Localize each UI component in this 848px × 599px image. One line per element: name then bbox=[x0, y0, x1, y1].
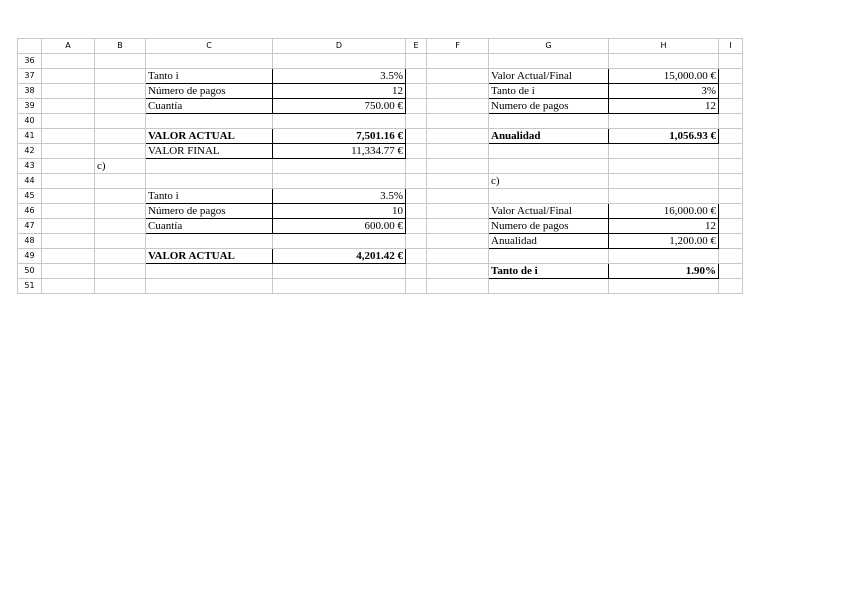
cell-a50[interactable] bbox=[42, 264, 95, 279]
cell-e42[interactable] bbox=[406, 144, 427, 159]
cell-h49[interactable] bbox=[609, 249, 719, 264]
cell-b48[interactable] bbox=[95, 234, 146, 249]
cell-c42[interactable]: VALOR FINAL bbox=[146, 144, 273, 159]
cell-f46[interactable] bbox=[427, 204, 489, 219]
cell-h36[interactable] bbox=[609, 54, 719, 69]
cell-a45[interactable] bbox=[42, 189, 95, 204]
cell-a41[interactable] bbox=[42, 129, 95, 144]
cell-c47[interactable]: Cuantía bbox=[146, 219, 273, 234]
row-header-49[interactable]: 49 bbox=[18, 249, 42, 264]
cell-i44[interactable] bbox=[719, 174, 743, 189]
cell-a47[interactable] bbox=[42, 219, 95, 234]
row-header-45[interactable]: 45 bbox=[18, 189, 42, 204]
cell-c38[interactable]: Número de pagos bbox=[146, 84, 273, 99]
cell-c37[interactable]: Tanto i bbox=[146, 69, 273, 84]
cell-i48[interactable] bbox=[719, 234, 743, 249]
cell-i38[interactable] bbox=[719, 84, 743, 99]
cell-f36[interactable] bbox=[427, 54, 489, 69]
cell-b50[interactable] bbox=[95, 264, 146, 279]
cell-b42[interactable] bbox=[95, 144, 146, 159]
corner-cell[interactable] bbox=[18, 39, 42, 54]
row-header-44[interactable]: 44 bbox=[18, 174, 42, 189]
sheet-row-50 bbox=[18, 264, 743, 279]
cell-i49[interactable] bbox=[719, 249, 743, 264]
cell-f38[interactable] bbox=[427, 84, 489, 99]
sheet-row-37 bbox=[18, 69, 743, 84]
cell-b39[interactable] bbox=[95, 99, 146, 114]
row-header-37[interactable]: 37 bbox=[18, 69, 42, 84]
row-header-36[interactable]: 36 bbox=[18, 54, 42, 69]
cell-e39[interactable] bbox=[406, 99, 427, 114]
cell-d42[interactable]: 11,334.77 € bbox=[273, 144, 406, 159]
cell-e50[interactable] bbox=[406, 264, 427, 279]
cell-h44[interactable] bbox=[609, 174, 719, 189]
row-header-47[interactable]: 47 bbox=[18, 219, 42, 234]
sheet-row-46 bbox=[18, 204, 743, 219]
cell-h37[interactable]: 15,000.00 € bbox=[609, 69, 719, 84]
column-header-i[interactable]: I bbox=[719, 39, 743, 54]
cell-c39[interactable]: Cuantía bbox=[146, 99, 273, 114]
cell-h38[interactable]: 3% bbox=[609, 84, 719, 99]
cell-b38[interactable] bbox=[95, 84, 146, 99]
cell-e45[interactable] bbox=[406, 189, 427, 204]
cell-g37[interactable]: Valor Actual/Final bbox=[489, 69, 609, 84]
cell-b43[interactable]: c) bbox=[95, 159, 146, 174]
cell-d41[interactable]: 7,501.16 € bbox=[273, 129, 406, 144]
cell-a39[interactable] bbox=[42, 99, 95, 114]
cell-g40[interactable] bbox=[489, 114, 609, 129]
sheet-row-48 bbox=[18, 234, 743, 249]
cell-d43[interactable] bbox=[273, 159, 406, 174]
cell-g47[interactable]: Numero de pagos bbox=[489, 219, 609, 234]
column-header-h[interactable]: H bbox=[609, 39, 719, 54]
cell-b36[interactable] bbox=[95, 54, 146, 69]
cell-a37[interactable] bbox=[42, 69, 95, 84]
cell-g48[interactable]: Anualidad bbox=[489, 234, 609, 249]
cell-g46[interactable]: Valor Actual/Final bbox=[489, 204, 609, 219]
cell-a38[interactable] bbox=[42, 84, 95, 99]
cell-e48[interactable] bbox=[406, 234, 427, 249]
cell-g51[interactable] bbox=[489, 279, 609, 294]
cell-d40[interactable] bbox=[273, 114, 406, 129]
cell-h42[interactable] bbox=[609, 144, 719, 159]
column-header-g[interactable]: G bbox=[489, 39, 609, 54]
cell-f47[interactable] bbox=[427, 219, 489, 234]
cell-b51[interactable] bbox=[95, 279, 146, 294]
cell-i41[interactable] bbox=[719, 129, 743, 144]
cell-i36[interactable] bbox=[719, 54, 743, 69]
cell-h47[interactable]: 12 bbox=[609, 219, 719, 234]
cell-f41[interactable] bbox=[427, 129, 489, 144]
cell-d38[interactable]: 12 bbox=[273, 84, 406, 99]
row-header-40[interactable]: 40 bbox=[18, 114, 42, 129]
cell-h48[interactable]: 1,200.00 € bbox=[609, 234, 719, 249]
cell-i47[interactable] bbox=[719, 219, 743, 234]
cell-h43[interactable] bbox=[609, 159, 719, 174]
cell-b40[interactable] bbox=[95, 114, 146, 129]
cell-e49[interactable] bbox=[406, 249, 427, 264]
sheet-row-45 bbox=[18, 189, 743, 204]
cell-h41[interactable]: 1,056.93 € bbox=[609, 129, 719, 144]
sheet-row-47 bbox=[18, 219, 743, 234]
sheet-row-43 bbox=[18, 159, 743, 174]
column-header-d[interactable]: D bbox=[273, 39, 406, 54]
cell-f49[interactable] bbox=[427, 249, 489, 264]
cell-g38[interactable]: Tanto de i bbox=[489, 84, 609, 99]
row-header-41[interactable]: 41 bbox=[18, 129, 42, 144]
column-header-f[interactable]: F bbox=[427, 39, 489, 54]
cell-d51[interactable] bbox=[273, 279, 406, 294]
cell-a46[interactable] bbox=[42, 204, 95, 219]
cell-a44[interactable] bbox=[42, 174, 95, 189]
cell-g50[interactable]: Tanto de i bbox=[489, 264, 609, 279]
cell-c48[interactable] bbox=[146, 234, 273, 249]
cell-c45[interactable]: Tanto i bbox=[146, 189, 273, 204]
cell-c50[interactable] bbox=[146, 264, 273, 279]
cell-i50[interactable] bbox=[719, 264, 743, 279]
cell-c43[interactable] bbox=[146, 159, 273, 174]
cell-a36[interactable] bbox=[42, 54, 95, 69]
sheet-row-41 bbox=[18, 129, 743, 144]
row-header-51[interactable]: 51 bbox=[18, 279, 42, 294]
cell-e41[interactable] bbox=[406, 129, 427, 144]
cell-h45[interactable] bbox=[609, 189, 719, 204]
cell-b44[interactable] bbox=[95, 174, 146, 189]
column-header-a[interactable]: A bbox=[42, 39, 95, 54]
row-header-38[interactable]: 38 bbox=[18, 84, 42, 99]
cell-d44[interactable] bbox=[273, 174, 406, 189]
cell-i37[interactable] bbox=[719, 69, 743, 84]
cell-b46[interactable] bbox=[95, 204, 146, 219]
cell-f40[interactable] bbox=[427, 114, 489, 129]
cell-i51[interactable] bbox=[719, 279, 743, 294]
cell-c44[interactable] bbox=[146, 174, 273, 189]
cell-c46[interactable]: Número de pagos bbox=[146, 204, 273, 219]
cell-i40[interactable] bbox=[719, 114, 743, 129]
cell-e47[interactable] bbox=[406, 219, 427, 234]
cell-e37[interactable] bbox=[406, 69, 427, 84]
row-header-39[interactable]: 39 bbox=[18, 99, 42, 114]
cell-f42[interactable] bbox=[427, 144, 489, 159]
cell-d50[interactable] bbox=[273, 264, 406, 279]
cell-b49[interactable] bbox=[95, 249, 146, 264]
cell-d37[interactable]: 3.5% bbox=[273, 69, 406, 84]
cell-g39[interactable]: Numero de pagos bbox=[489, 99, 609, 114]
cell-h46[interactable]: 16,000.00 € bbox=[609, 204, 719, 219]
cell-d36[interactable] bbox=[273, 54, 406, 69]
cell-d47[interactable]: 600.00 € bbox=[273, 219, 406, 234]
cell-c40[interactable] bbox=[146, 114, 273, 129]
column-header-b[interactable]: B bbox=[95, 39, 146, 54]
cell-e43[interactable] bbox=[406, 159, 427, 174]
column-header-row bbox=[18, 39, 743, 54]
row-header-43[interactable]: 43 bbox=[18, 159, 42, 174]
cell-d39[interactable]: 750.00 € bbox=[273, 99, 406, 114]
cell-b45[interactable] bbox=[95, 189, 146, 204]
cell-f51[interactable] bbox=[427, 279, 489, 294]
cell-a40[interactable] bbox=[42, 114, 95, 129]
cell-d49[interactable]: 4,201.42 € bbox=[273, 249, 406, 264]
cell-c41[interactable]: VALOR ACTUAL bbox=[146, 129, 273, 144]
cell-c36[interactable] bbox=[146, 54, 273, 69]
cell-e44[interactable] bbox=[406, 174, 427, 189]
cell-e51[interactable] bbox=[406, 279, 427, 294]
cell-f44[interactable] bbox=[427, 174, 489, 189]
cell-c49[interactable]: VALOR ACTUAL bbox=[146, 249, 273, 264]
sheet-row-51 bbox=[18, 279, 743, 294]
cell-d48[interactable] bbox=[273, 234, 406, 249]
cell-f37[interactable] bbox=[427, 69, 489, 84]
cell-f50[interactable] bbox=[427, 264, 489, 279]
cell-a49[interactable] bbox=[42, 249, 95, 264]
cell-b41[interactable] bbox=[95, 129, 146, 144]
cell-b47[interactable] bbox=[95, 219, 146, 234]
sheet-row-36 bbox=[18, 54, 743, 69]
cell-i43[interactable] bbox=[719, 159, 743, 174]
cell-a48[interactable] bbox=[42, 234, 95, 249]
row-header-50[interactable]: 50 bbox=[18, 264, 42, 279]
cell-f45[interactable] bbox=[427, 189, 489, 204]
cell-g42[interactable] bbox=[489, 144, 609, 159]
cell-h40[interactable] bbox=[609, 114, 719, 129]
sheet-row-49 bbox=[18, 249, 743, 264]
cell-g36[interactable] bbox=[489, 54, 609, 69]
cell-f39[interactable] bbox=[427, 99, 489, 114]
cell-h39[interactable]: 12 bbox=[609, 99, 719, 114]
cell-f48[interactable] bbox=[427, 234, 489, 249]
row-header-46[interactable]: 46 bbox=[18, 204, 42, 219]
cell-h50[interactable]: 1.90% bbox=[609, 264, 719, 279]
cell-e36[interactable] bbox=[406, 54, 427, 69]
cell-g43[interactable] bbox=[489, 159, 609, 174]
cell-e46[interactable] bbox=[406, 204, 427, 219]
cell-a43[interactable] bbox=[42, 159, 95, 174]
cell-d45[interactable]: 3.5% bbox=[273, 189, 406, 204]
cell-a42[interactable] bbox=[42, 144, 95, 159]
sheet-row-39 bbox=[18, 99, 743, 114]
cell-e38[interactable] bbox=[406, 84, 427, 99]
cell-i46[interactable] bbox=[719, 204, 743, 219]
row-header-42[interactable]: 42 bbox=[18, 144, 42, 159]
cell-i39[interactable] bbox=[719, 99, 743, 114]
sheet-row-42 bbox=[18, 144, 743, 159]
cell-h51[interactable] bbox=[609, 279, 719, 294]
cell-a51[interactable] bbox=[42, 279, 95, 294]
cell-i42[interactable] bbox=[719, 144, 743, 159]
cell-i45[interactable] bbox=[719, 189, 743, 204]
sheet-row-40 bbox=[18, 114, 743, 129]
column-header-c[interactable]: C bbox=[146, 39, 273, 54]
row-header-48[interactable]: 48 bbox=[18, 234, 42, 249]
cell-f43[interactable] bbox=[427, 159, 489, 174]
column-header-e[interactable]: E bbox=[406, 39, 427, 54]
cell-g49[interactable] bbox=[489, 249, 609, 264]
cell-e40[interactable] bbox=[406, 114, 427, 129]
cell-g41[interactable]: Anualidad bbox=[489, 129, 609, 144]
cell-d46[interactable]: 10 bbox=[273, 204, 406, 219]
cell-b37[interactable] bbox=[95, 69, 146, 84]
cell-c51[interactable] bbox=[146, 279, 273, 294]
sheet-row-44 bbox=[18, 174, 743, 189]
cell-g45[interactable] bbox=[489, 189, 609, 204]
sheet-row-38 bbox=[18, 84, 743, 99]
cell-g44[interactable]: c) bbox=[489, 174, 609, 189]
spreadsheet-grid bbox=[17, 38, 743, 294]
